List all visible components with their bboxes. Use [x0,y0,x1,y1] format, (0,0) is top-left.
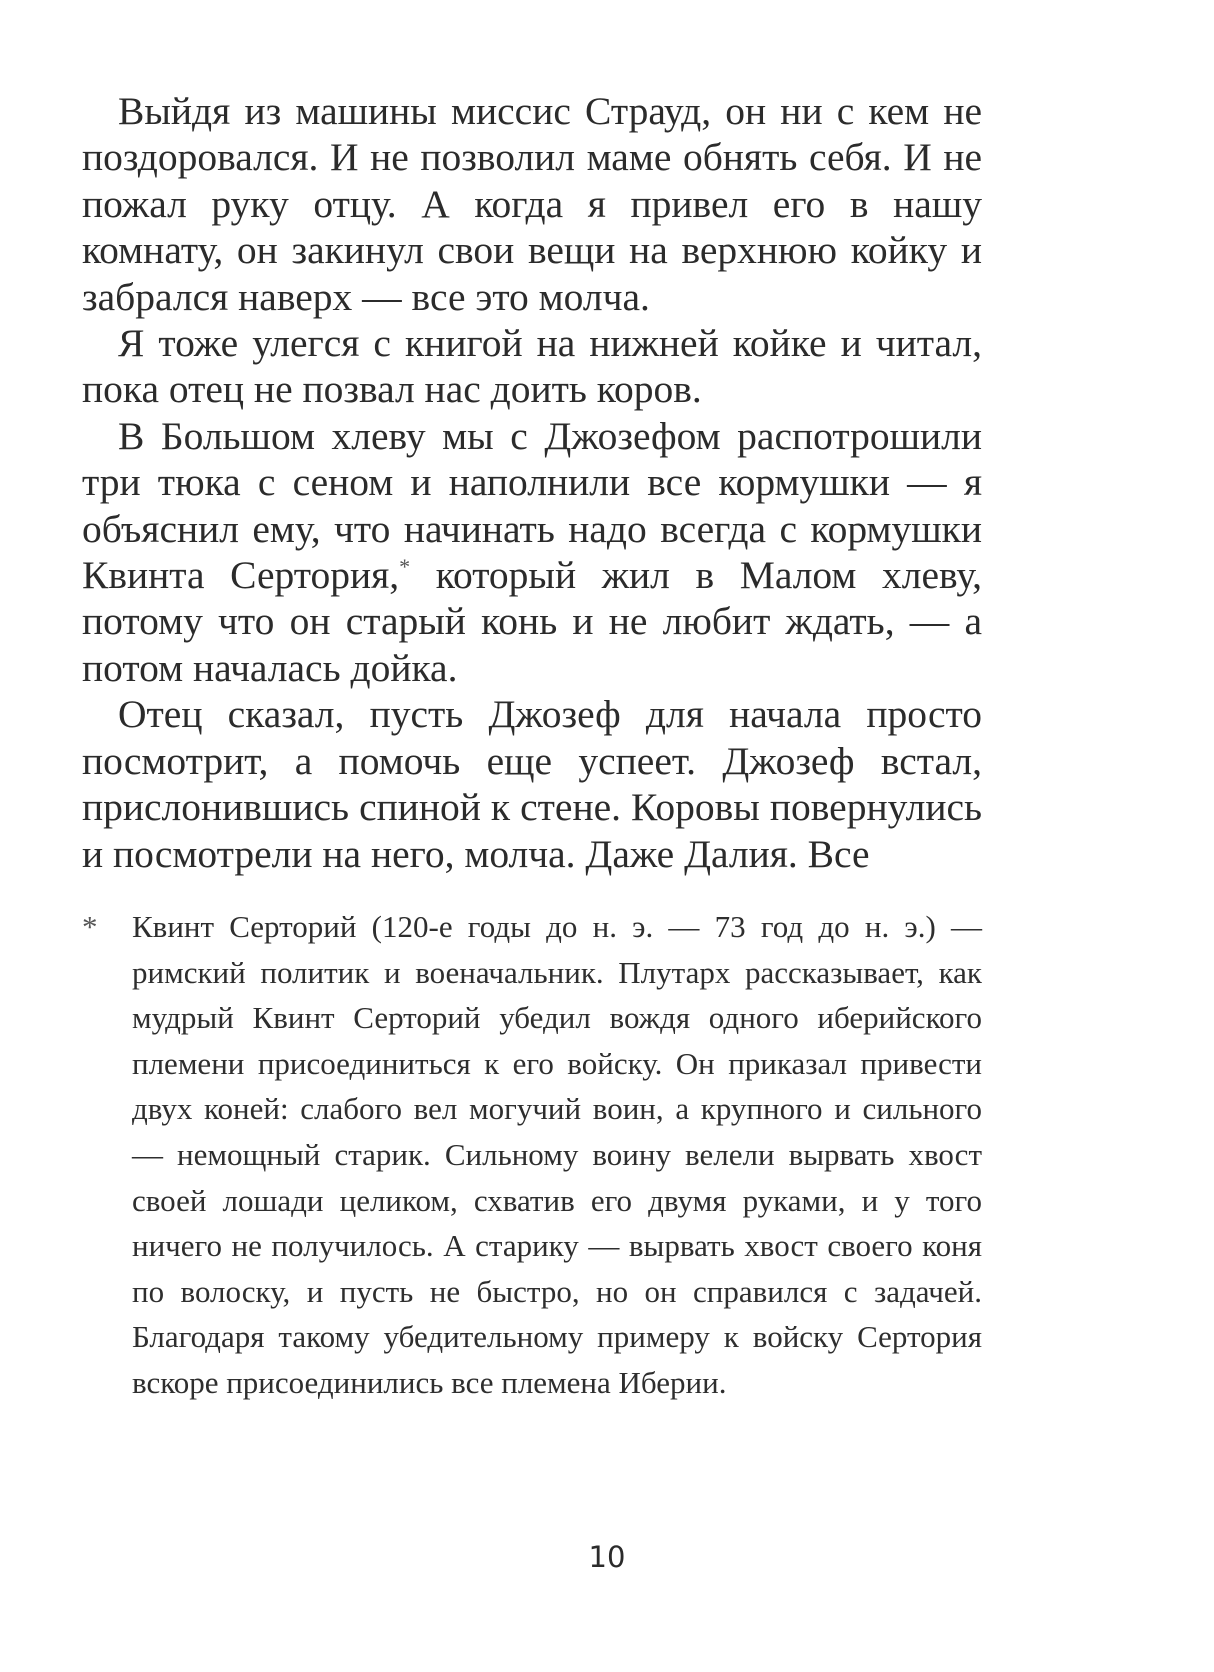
footnote-text: Квинт Серторий (120-е годы до н. э. — 73 год до н. э.) — римский политик и военачальник. Плутарх рассказывает, как мудрый Квинт Серторий убедил вождя одного иберийского племени присоединиться к его войску. Он приказал привести двух коней: слабого вел могучий воин, а крупного и сильного — немощный старик. Сильному воину велели вырвать хвост своей лошади целиком, схватив его двумя руками, и у того ничего не получилось. А старику — вырвать хвост своего коня по волоску, и пусть не быстро, но он справился с задачей. Благодаря такому убедительному примеру к войску Сертория вскоре присоединились все племена Иберии. [132,909,982,1400]
paragraph-3-before: В Большом хлеву мы с Джозефом распотрошили три тюка с сеном и наполнили все кормушки — я объяснил ему, что начинать надо всегда с кормушки Квинта Сертория, [82,413,982,598]
paragraph-3-after: который жил в Малом хлеву, потому что он старый конь и не любит ждать, — а потом началась дойка. [82,553,982,690]
paragraph-3 [82,413,982,691]
paragraph-1: Выйдя из машины миссис Страуд, он ни с кем не поздоровался. И не позволил маме обнять себя. И не пожал руку отцу. А когда я привел его в нашу комнату, он закинул свои вещи на верхнюю койку и забрался наверх — все это молча. [82,89,982,319]
footnote-reference[interactable]: * [399,553,411,579]
footnote-marker: * [82,909,98,944]
footnote [82,904,982,1406]
paragraph-4: Отец сказал, пусть Джозеф для начала просто посмотрит, а помочь еще успеет. Джозеф встал, прислонившись спиной к стене. Коровы повернулись и посмотрели на него, молча. Даже Далия. Все [82,692,982,876]
paragraph-2: Я тоже улегся с книгой на нижней койке и читал, пока отец не позвал нас доить коров. [82,321,982,412]
page-number: 10 [588,1540,626,1574]
main-text [82,88,982,877]
